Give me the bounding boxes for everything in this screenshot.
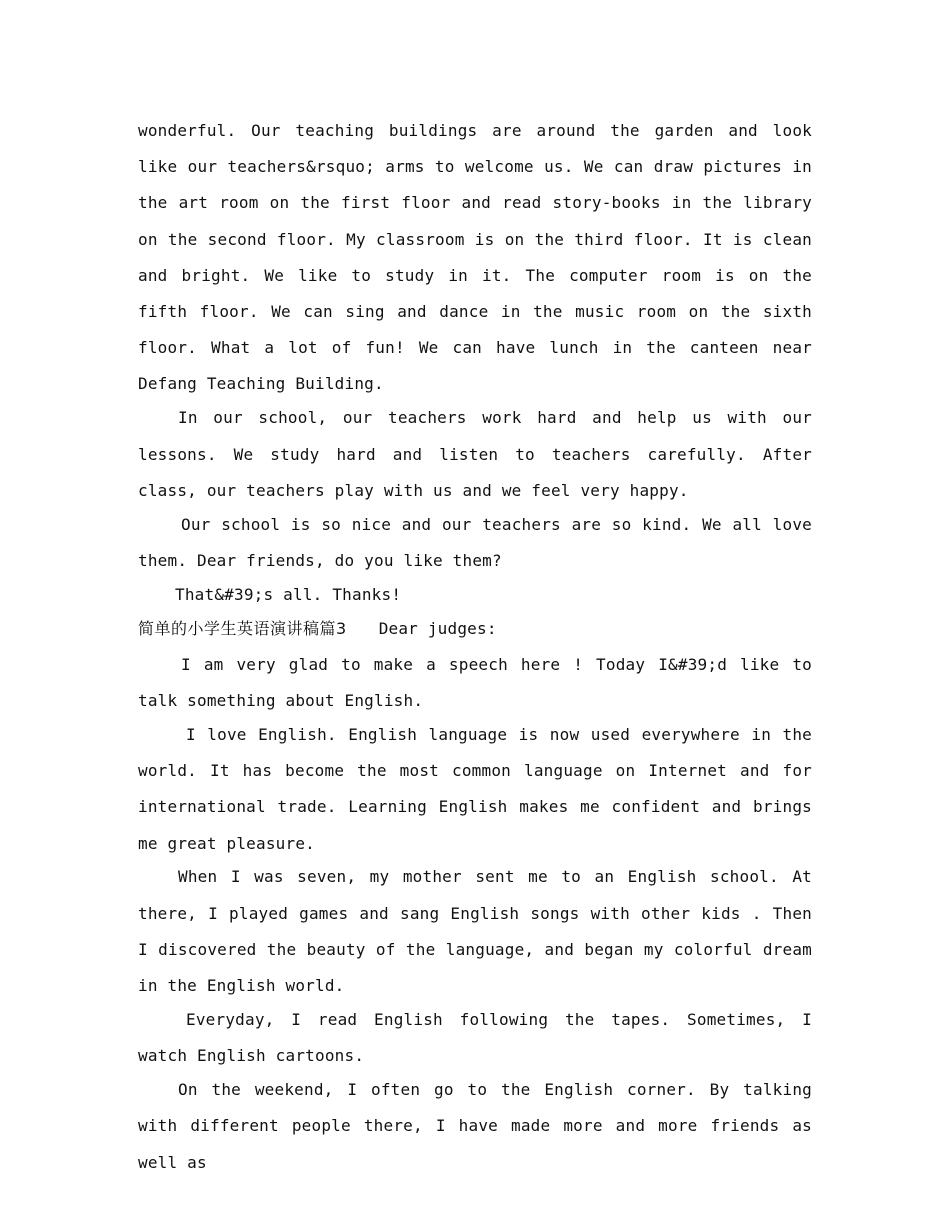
paragraph-school-description: wonderful. Our teaching buildings are around the garden and look like our teachers&rsquo; arms to welcome us. We can draw pictures in the art room on the first floor and read story-books in the library on the second floor. My classroom is on the third floor. It is clean and bright. We like to study in it. The computer room is on the fifth floor. We can sing and dance in the music room on the sixth floor. What a lot of fun! We can have lunch in the canteen near Defang Teaching Building. [138,121,812,394]
section-title: 简单的小学生英语演讲稿篇3 [138,618,347,638]
paragraph-weekend: On the weekend, I often go to the English corner. By talking with different people there, I have made more and more friends as well as [138,1080,812,1172]
paragraph-love-english: I love English. English language is now used everywhere in the world. It has become the most common language on Internet and for international trade. Learning English makes me confident and brings me great pleasure. [138,724,812,853]
paragraph-everyday: Everyday, I read English following the tapes. Sometimes, I watch English cartoons. [138,1010,812,1066]
paragraph-teachers: In our school, our teachers work hard and help us with our lessons. We study hard and listen to teachers carefully. After class, our teachers play with us and we feel very happy. [138,408,812,500]
paragraph-closing: Our school is so nice and our teachers are so kind. We all love them. Dear friends, do you like them? [138,514,812,570]
paragraph-introduction: I am very glad to make a speech here ! Today I&#39;d like to talk something about English. [138,654,812,711]
paragraph-childhood: When I was seven, my mother sent me to an English school. At there, I played games and sang English songs with other kids . Then I discovered the beauty of the language, and began my colorful dream in the English world. [138,867,812,996]
paragraph-thanks: That&#39;s all. Thanks! [175,584,402,604]
greeting: Dear judges: [378,618,497,638]
document-body [138,113,812,1181]
section-heading [138,611,812,647]
